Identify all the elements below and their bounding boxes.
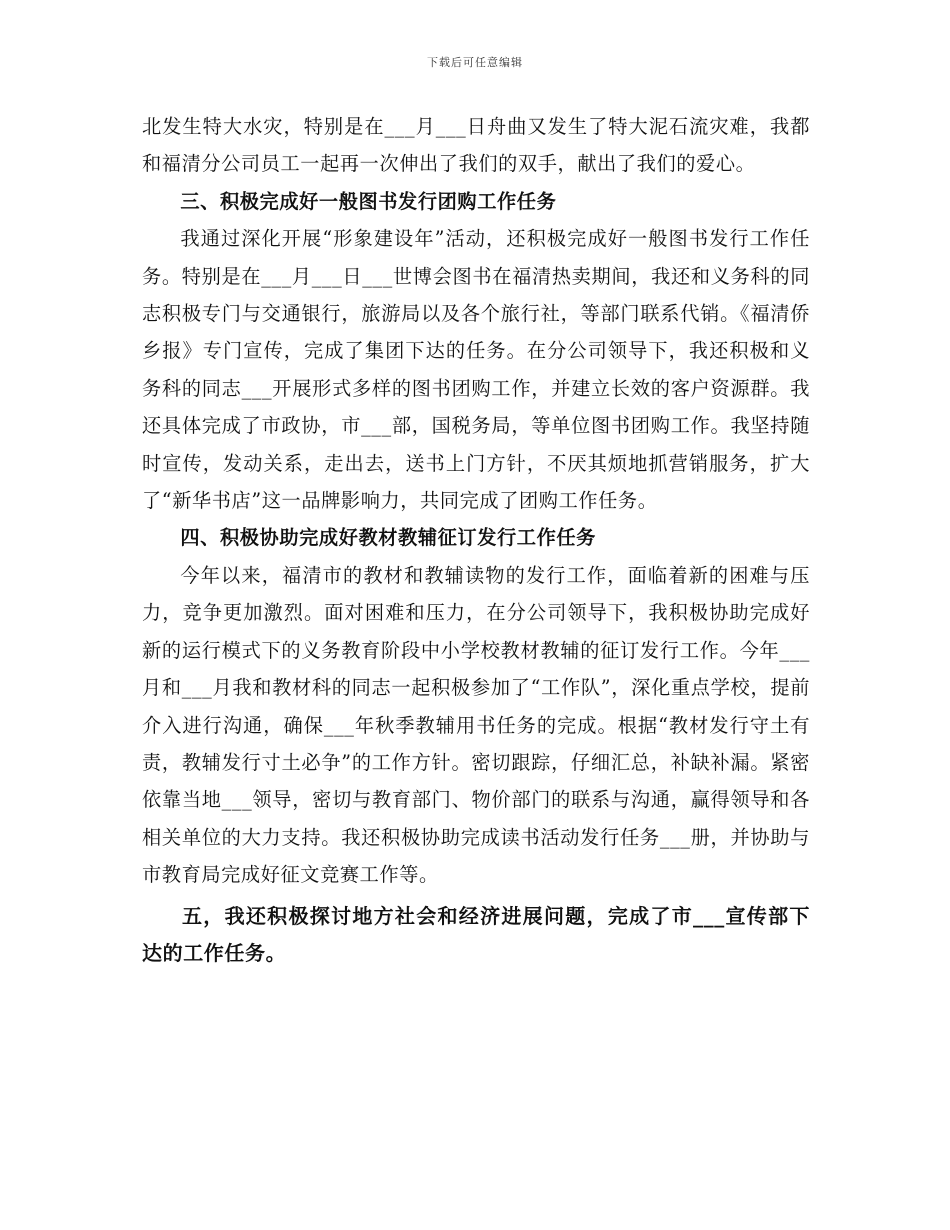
paragraph-book-distribution: 我通过深化开展“形象建设年”活动，还积极完成好一般图书发行工作任务。特别是在___月___日___世博会图书在福清热卖期间，我还和义务科的同志积极专门与交通银行，旅游局以及各个旅行社，等部门联系代销。《福清侨乡报》专门宣传，完成了集团下达的任务。在分公司领导下，我还积极和义务科的同志___开展形式多样的图书团购工作，并建立长效的客户资源群。我还具体完成了市政协，市___部，国税务局，等单位图书团购工作。我坚持随时宣传，发动关系，走出去，送书上门方针，不厌其烦地抓营销服务，扩大了“新华书店”这一品牌影响力，共同完成了团购工作任务。 [142, 227, 810, 513]
section-heading-4: 四、积极协助完成好教材教辅征订发行工作任务 [180, 526, 596, 550]
section-heading-3: 三、积极完成好一般图书发行团购工作任务 [180, 189, 557, 213]
section-heading-5: 五，我还积极探讨地方社会和经济进展问题，完成了市___宣传部下达的工作任务。 [142, 903, 810, 965]
paragraph-textbook-distribution: 今年以来，福清市的教材和教辅读物的发行工作，面临着新的困难与压力，竞争更加激烈。面对困难和压力，在分公司领导下，我积极协助完成好新的运行模式下的义务教育阶段中小学校教材教辅的征订发行工作。今年___月和___月我和教材科的同志一起积极参加了“工作队”，深化重点学校，提前介入进行沟通，确保___年秋季教辅用书任务的完成。根据“教材发行守土有责，教辅发行寸土必争”的工作方针。密切跟踪，仔细汇总，补缺补漏。紧密依靠当地___领导，密切与教育部门、物价部门的联系与沟通，赢得领导和各相关单位的大力支持。我还积极协助完成读书活动发行任务___册，并协助与市教育局完成好征文竞赛工作等。 [142, 563, 810, 887]
paragraph-flood-relief: 北发生特大水灾，特别是在___月___日舟曲又发生了特大泥石流灾难，我都和福清分公司员工一起再一次伸出了我们的双手，献出了我们的爱心。 [142, 115, 810, 176]
page-header: 下载后可任意编辑 [427, 56, 523, 69]
document-body [142, 108, 810, 972]
